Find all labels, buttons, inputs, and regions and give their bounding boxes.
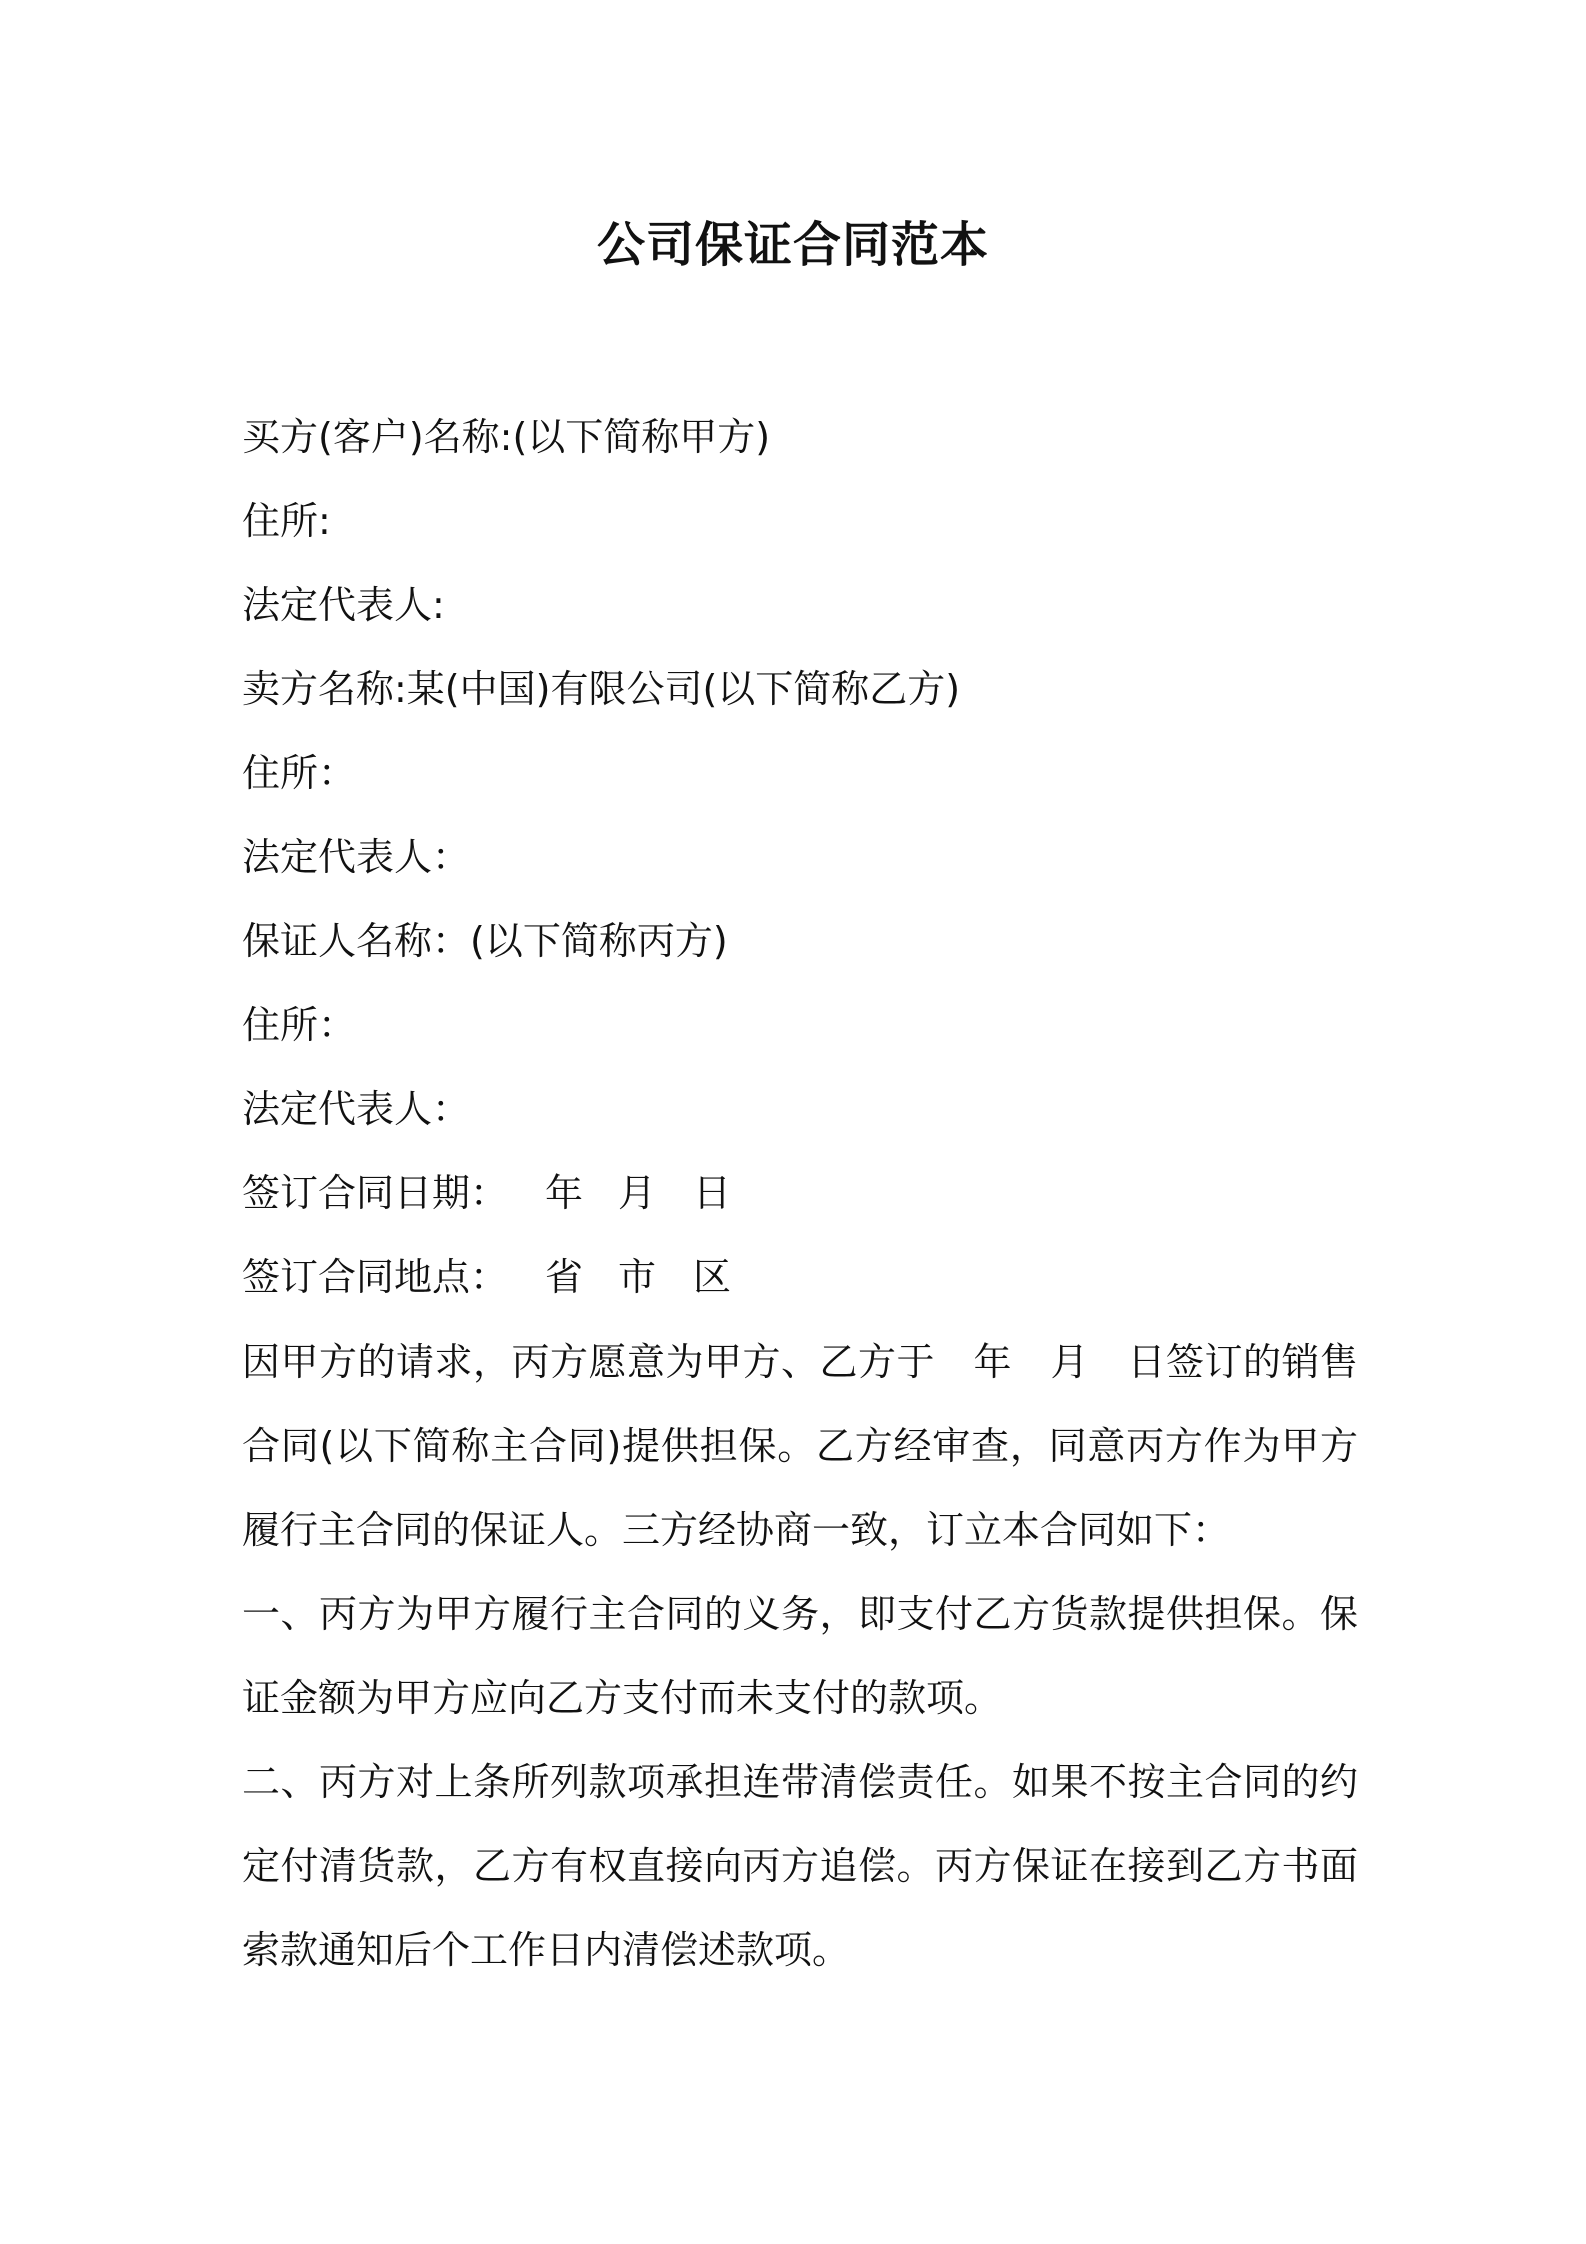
seller-name-field: 卖方名称:某(中国)有限公司(以下简称乙方): [242, 667, 961, 711]
guarantor-name-field: 保证人名称：(以下简称丙方): [242, 919, 728, 963]
intro-paragraph: 因甲方的请求，丙方愿意为甲方、乙方于 年 月 日签订的销售合同(以下简称主合同)提供担保。乙方经审查，同意丙方作为甲方履行主合同的保证人。三方经协商一致，订立本合同如下：: [242, 1340, 1358, 1552]
seller-representative-field: 法定代表人：: [242, 835, 471, 879]
signing-date-year: 年: [545, 1171, 584, 1215]
guarantor-address-field: 住所：: [242, 1003, 357, 1047]
document-title: 公司保证合同范本: [596, 217, 989, 273]
seller-address-field: 住所：: [242, 751, 357, 795]
signing-date-day: 日: [693, 1171, 732, 1215]
signing-date-label: 签订合同日期：: [242, 1171, 509, 1215]
signing-place-province: 省: [545, 1255, 584, 1299]
clause-one-paragraph: 一、丙方为甲方履行主合同的义务，即支付乙方货款提供担保。保证金额为甲方应向乙方支付而未支付的款项。: [242, 1592, 1358, 1720]
clause-two-paragraph: 二、丙方对上条所列款项承担连带清偿责任。如果不按主合同的约定付清货款，乙方有权直接向丙方追偿。丙方保证在接到乙方书面索款通知后个工作日内清偿述款项。: [242, 1760, 1358, 1972]
guarantor-representative-field: 法定代表人：: [242, 1087, 471, 1131]
signing-place-district: 区: [693, 1255, 732, 1299]
buyer-representative-field: 法定代表人:: [242, 583, 445, 627]
signing-place-city: 市: [618, 1255, 657, 1299]
buyer-name-field: 买方(客户)名称:(以下简称甲方): [242, 415, 771, 459]
signing-date-month: 月: [618, 1171, 657, 1215]
buyer-address-field: 住所:: [242, 499, 331, 543]
signing-place-label: 签订合同地点：: [242, 1255, 509, 1299]
